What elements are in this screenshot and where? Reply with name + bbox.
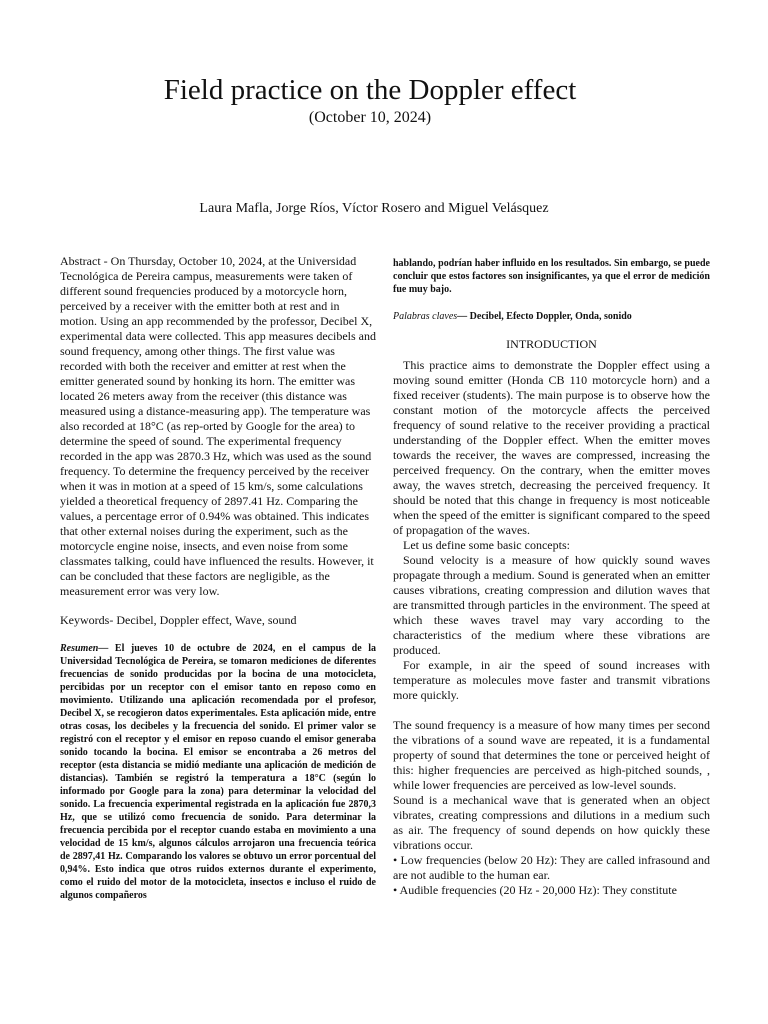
resumen-continuation: hablando, podrían haber influido en los resultados. Sin embargo, se puede concluir que estos factores son insignificantes, ya que el error de medición fue muy bajo. [393,258,710,295]
right-column [393,257,710,957]
introduction-heading: INTRODUCTION [506,337,597,351]
paper-date: (October 10, 2024) [308,109,432,126]
resumen-paragraph [60,642,376,902]
intro-paragraph-1: This practice aims to demonstrate the Doppler effect using a moving sound emitter (Honda CB 110 motorcycle horn) and a fixed receiver (students). The main purpose is to observe how the constant motion of the motorcycle affects the perceived frequency of sound relative to the receiver providing a practical understanding of the Doppler effect. When the emitter moves towards the receiver, the waves are compressed, increasing the perceived frequency. On the contrary, when the emitter moves away, the waves stretch, decreasing the perceived frequency. It should be noted that this change in frequency is most noticeable when the speed of the emitter is significant compared to the speed of propagation of the waves. [393,358,710,537]
intro-bullet-audible-frequencies: • Audible frequencies (20 Hz - 20,000 Hz): They constitute [393,883,677,897]
intro-paragraph-3: Sound velocity is a measure of how quickly sound waves propagate through a medium. Sound is generated when an emitter causes vibrations, creating compression and dilution waves that are transmitted through particles in the environment. The speed at which these waves travel may vary according to the characteristics of the medium where these vibrations are produced. [393,553,710,657]
paper-title: Field practice on the Doppler effect [163,74,577,106]
left-column [60,254,376,954]
abstract-paragraph: Abstract - On Thursday, October 10, 2024, at the Universidad Tecnológica de Pereira campus, measurements were taken of different sound frequencies produced by a motorcycle horn, perceived by a receiver with the emitter both at rest and in motion. Using an app recommended by the professor, Decibel X, experimental data were collected. This app measures decibels and sound frequency, among other things. The first value was recorded with both the receiver and emitter at rest when the emitter generated sound by honking its horn. The emitter was located 26 meters away from the receiver (this distance was measured using a distance-measuring app). The temperature was also recorded at 18°C (as rep-orted by Google for the area) to determine the speed of sound. The experimental frequency recorded in the app was 2870.3 Hz, which was used as the sound frequency. To determine the frequency perceived by the receiver when it was in motion at a speed of 15 km/s, some calculations yielded a theoretical frequency of 2897.41 Hz. Comparing the values, a percentage error of 0.94% was obtained. This indicates that other external noises during the experiment, such as the motorcycle engine noise, insects, and even noise from some classmates talking, could have influenced the results. However, it can be concluded that these factors are negligible, as the measurement error was very low. [60,254,376,598]
palabras-clave-label: Palabras claves [393,311,458,322]
resumen-label: Resumen— [60,643,109,654]
intro-bullet-low-frequencies: • Low frequencies (below 20 Hz): They are called infrasound and are not audible to the human ear. [393,853,710,882]
keywords-line: Keywords- Decibel, Doppler effect, Wave, sound [60,613,297,627]
palabras-clave-line [393,310,710,323]
palabras-clave-text: — Decibel, Efecto Doppler, Onda, sonido [457,311,632,322]
intro-paragraph-6: Sound is a mechanical wave that is generated when an object vibrates, creating compressions and dilutions in a medium such as air. The frequency of sound depends on how quickly these vibrations occur. [393,793,710,852]
intro-paragraph-2: Let us define some basic concepts: [403,538,570,552]
intro-paragraph-5: The sound frequency is a measure of how many times per second the vibrations of a sound wave are repeated, it is a fundamental property of sound that determines the tone or perceived height of this: higher frequencies are perceived as high-pitched sounds, , while lower frequencies are perceived as low-level sounds. [393,718,710,792]
intro-paragraph-4: For example, in air the speed of sound increases with temperature as molecules move faster and transmit vibrations more quickly. [393,658,710,702]
resumen-text: El jueves 10 de octubre de 2024, en el campus de la Universidad Tecnológica de Pereira, se tomaron mediciones de diferentes frecuencias de sonido producidas por la bocina de una motocicleta, percibidas por un receptor con el emisor tanto en reposo como en movimiento. Utilizando una aplicación recomendada por el profesor, Decibel X, se recogieron datos experimentales. Esta aplicación mide, entre otras cosas, los decibeles y la frecuencia del sonido. El primer valor se registró con el receptor y el emisor en reposo cuando el emisor generaba sonido tocando la bocina. El emisor se encontraba a 26 metros del receptor (esta distancia se midió mediante una aplicación de medición de distancias). También se registró la temperatura a 18°C (según lo informado por Google para la zona) para determinar la velocidad del sonido. La frecuencia experimental registrada en la aplicación fue 2870,3 Hz, que se utilizó como frecuencia de sonido. Para determinar la frecuencia percibida por el receptor cuando estaba en movimiento a una velocidad de 15 km/s, algunos cálculos arrojaron una frecuencia teórica de 2897,41 Hz. Comparando los valores se obtuvo un error porcentual del 0,94%. Esto indica que otros ruidos externos durante el experimento, como el ruido del motor de la motocicleta, insectos e incluso el ruido de algunos compañeros [60,643,376,901]
paper-authors: Laura Mafla, Jorge Ríos, Víctor Rosero and Miguel Velásquez [199,201,549,216]
